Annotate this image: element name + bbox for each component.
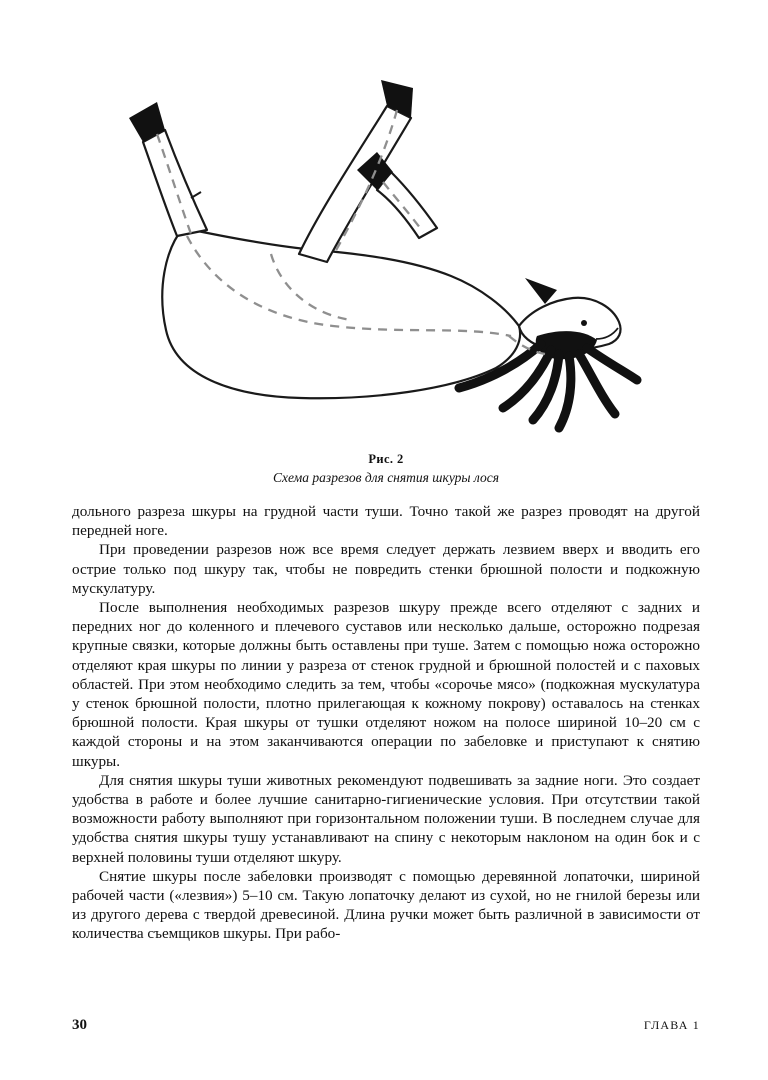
- paragraph-4: Для снятия шкуры туши животных рекомендуют подвешивать за задние ноги. Это создает удобства в работе и более лучшие санитарно-гигиенические условия. При отсутствии такой возможности работу выполняют при горизонтальном положении туши. В последнем случае для удобства снятия шкуры тушу устанавливают на спину с некоторым наклоном на один бок и с верхней половины туши отделяют шкуру.: [72, 771, 700, 866]
- page-footer: [72, 1017, 700, 1034]
- moose-eye: [581, 320, 587, 326]
- paragraph-2: При проведении разрезов нож все время следует держать лезвием вверх и вводить его острие только под шкуру так, чтобы не повредить стенки брюшной полости и подкожную мускулатуру.: [72, 541, 700, 597]
- figure-label: Рис. 2: [368, 452, 404, 466]
- page-number: 30: [72, 1017, 87, 1033]
- dewclaw-mark: [191, 192, 201, 198]
- paragraph-1: дольного разреза шкуры на грудной части туши. Точно такой же разрез проводят на другой передней ноге.: [72, 503, 700, 540]
- figure: [121, 78, 651, 486]
- page-text: [72, 502, 700, 944]
- moose-body-outline: [162, 228, 520, 398]
- moose-skinning-diagram: [121, 78, 651, 446]
- figure-caption: [121, 452, 651, 486]
- chapter-label: ГЛАВА 1: [643, 1018, 700, 1032]
- figure-title: Схема разрезов для снятия шкуры лося: [273, 470, 499, 485]
- moose-bent-leg: [377, 172, 437, 238]
- paragraph-3: После выполнения необходимых разрезов шкуру прежде всего отделяют с задних и передних ног до коленного и плечевого суставов или несколько дальше, осторожно подрезая крупные связки, которые должны быть оставлены при туше. Затем с помощью ножа осторожно отделяют края шкуры по линии у разреза от стенок грудной и брюшной полостей и с паховых областей. При этом необходимо следить за тем, чтобы «сорочье мясо» (подкожная мускулатура у стенок брюшной полости, плотно прилегающая к кожному покрову) оставалось на стенках брюшной полости. Края шкуры от тушки отделяют ножом на полосе шириной 10–20 см с каждой стороны и на этом заканчиваются операции по забеловке и приступают к снятию шкуры.: [72, 599, 700, 770]
- paragraph-5: Снятие шкуры после забеловки производят с помощью деревянной лопаточки, шириной рабочей части («лезвия») 5–10 см. Такую лопаточку делают из сухой, но не гнилой березы или из другого дерева с твердой древесиной. Длина ручки может быть различной в зависимости от количества съемщиков шкуры. При рабо-: [72, 867, 700, 943]
- moose-ear: [525, 278, 557, 304]
- moose-left-leg: [143, 130, 207, 236]
